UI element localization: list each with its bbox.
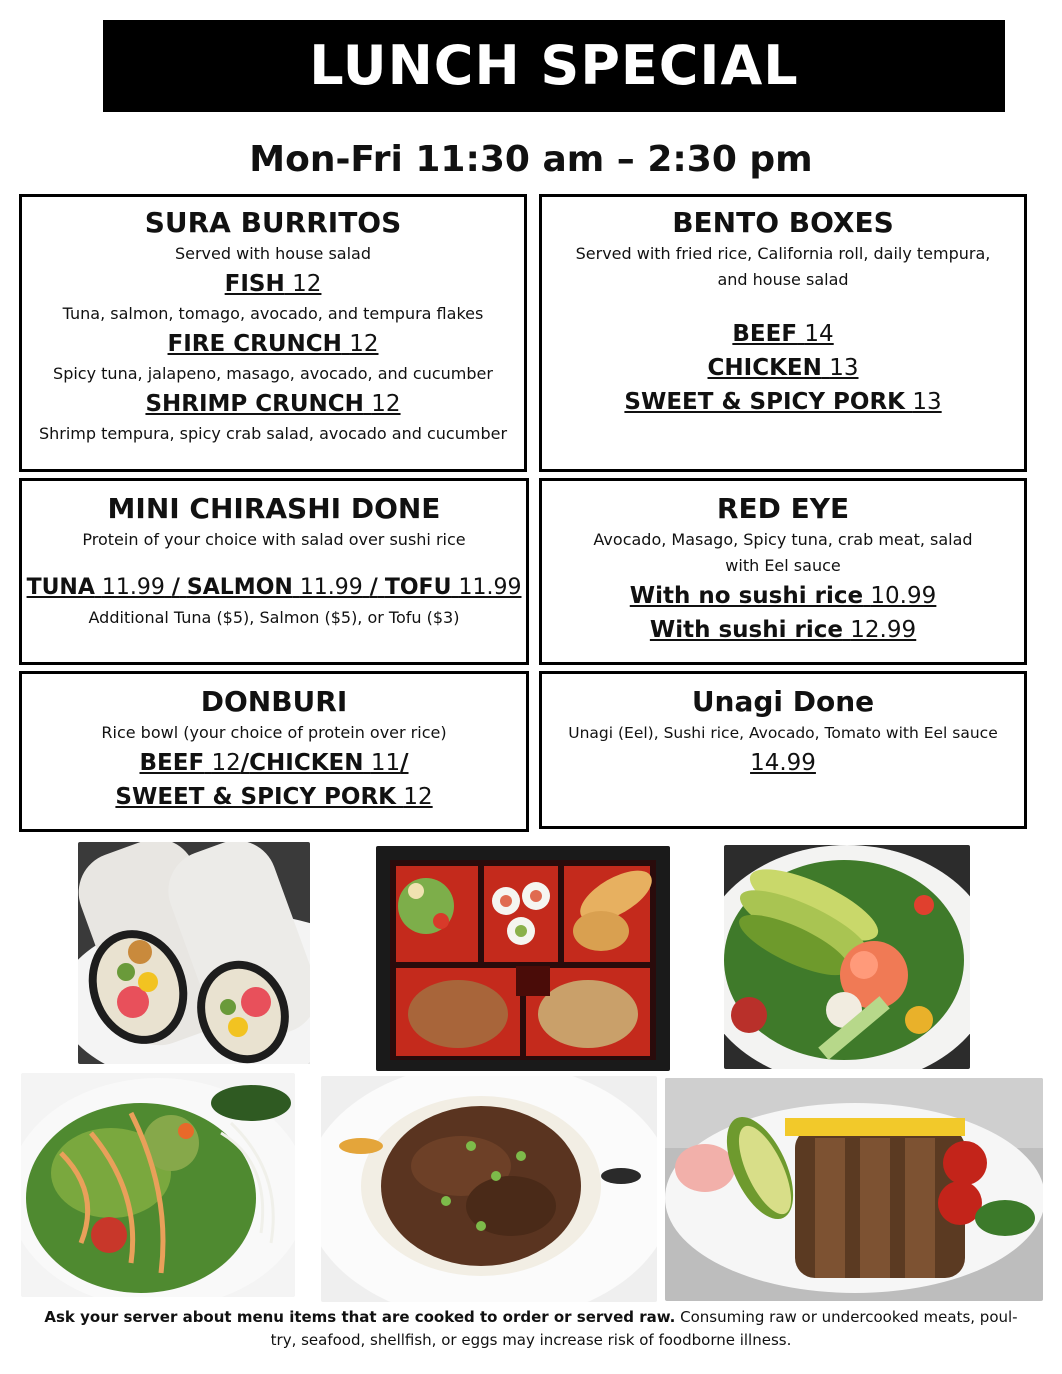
section-note: Rice bowl (your choice of protein over rice) (101, 723, 447, 742)
item-description: Shrimp tempura, spicy crab salad, avocado and cucumber (38, 424, 508, 443)
mini-chirashi-section (19, 478, 529, 665)
menu-item: FIRE CRUNCH 12 (167, 331, 379, 357)
section-title: MINI CHIRASHI DONE (107, 492, 441, 525)
item-description: Tuna, salmon, tomago, avocado, and tempura flakes (62, 304, 484, 323)
menu-item-price: 14.99 (750, 750, 816, 776)
menu-item: SHRIMP CRUNCH 12 (145, 391, 401, 417)
section-note: and house salad (717, 270, 849, 289)
red-eye-section (539, 478, 1027, 665)
menu-item: FISH 12 (224, 271, 322, 297)
menu-title-banner: LUNCH SPECIAL (103, 20, 1005, 112)
section-title: Unagi Done (691, 685, 875, 718)
donburi-bowl-photo (321, 1076, 657, 1302)
sura-burritos-section (19, 194, 527, 472)
section-title: SURA BURRITOS (144, 206, 402, 239)
section-title: BENTO BOXES (672, 206, 894, 239)
unagi-done-section (539, 671, 1027, 829)
item-description: Spicy tuna, jalapeno, masago, avocado, and cucumber (53, 364, 493, 383)
section-note: Unagi (Eel), Sushi rice, Avocado, Tomato with Eel sauce (568, 724, 998, 742)
bento-boxes-section (539, 194, 1027, 472)
bento-box-photo (376, 846, 670, 1071)
sushi-burrito-photo (78, 842, 310, 1064)
red-eye-salad-photo (724, 845, 970, 1069)
additional-note: Additional Tuna ($5), Salmon ($5), or Tofu ($3) (88, 608, 460, 627)
unagi-done-photo (665, 1078, 1043, 1301)
donburi-section (19, 671, 529, 832)
menu-item: BEEF 14 (732, 321, 834, 347)
menu-item: SWEET & SPICY PORK 12 (115, 784, 433, 810)
section-note: Served with fried rice, California roll, daily tempura, (575, 244, 991, 263)
section-note: Protein of your choice with salad over sushi rice (82, 530, 466, 549)
section-note: with Eel sauce (725, 556, 841, 575)
menu-item: With sushi rice 12.99 (649, 617, 917, 643)
menu-item-line: TUNA 11.99 / SALMON 11.99 / TOFU 11.99 (26, 575, 522, 600)
section-title: DONBURI (200, 685, 348, 718)
menu-item: SWEET & SPICY PORK 13 (624, 389, 942, 415)
menu-item-line: BEEF 12/CHICKEN 11/ (139, 750, 409, 776)
hours-heading: Mon-Fri 11:30 am – 2:30 pm (249, 139, 813, 180)
chirashi-salad-photo (21, 1073, 295, 1297)
section-note: Avocado, Masago, Spicy tuna, crab meat, salad (593, 530, 973, 549)
menu-item: CHICKEN 13 (707, 355, 859, 381)
section-note: Served with house salad (174, 244, 372, 263)
raw-food-advisory: Ask your server about menu items that are cooked to order or served raw. Consuming raw or undercooked meats, poul- try, seafood, shellfish, or eggs may increase risk of foodborne illness. (44, 1308, 1018, 1349)
section-title: RED EYE (716, 492, 850, 525)
menu-item: With no sushi rice 10.99 (629, 583, 937, 609)
